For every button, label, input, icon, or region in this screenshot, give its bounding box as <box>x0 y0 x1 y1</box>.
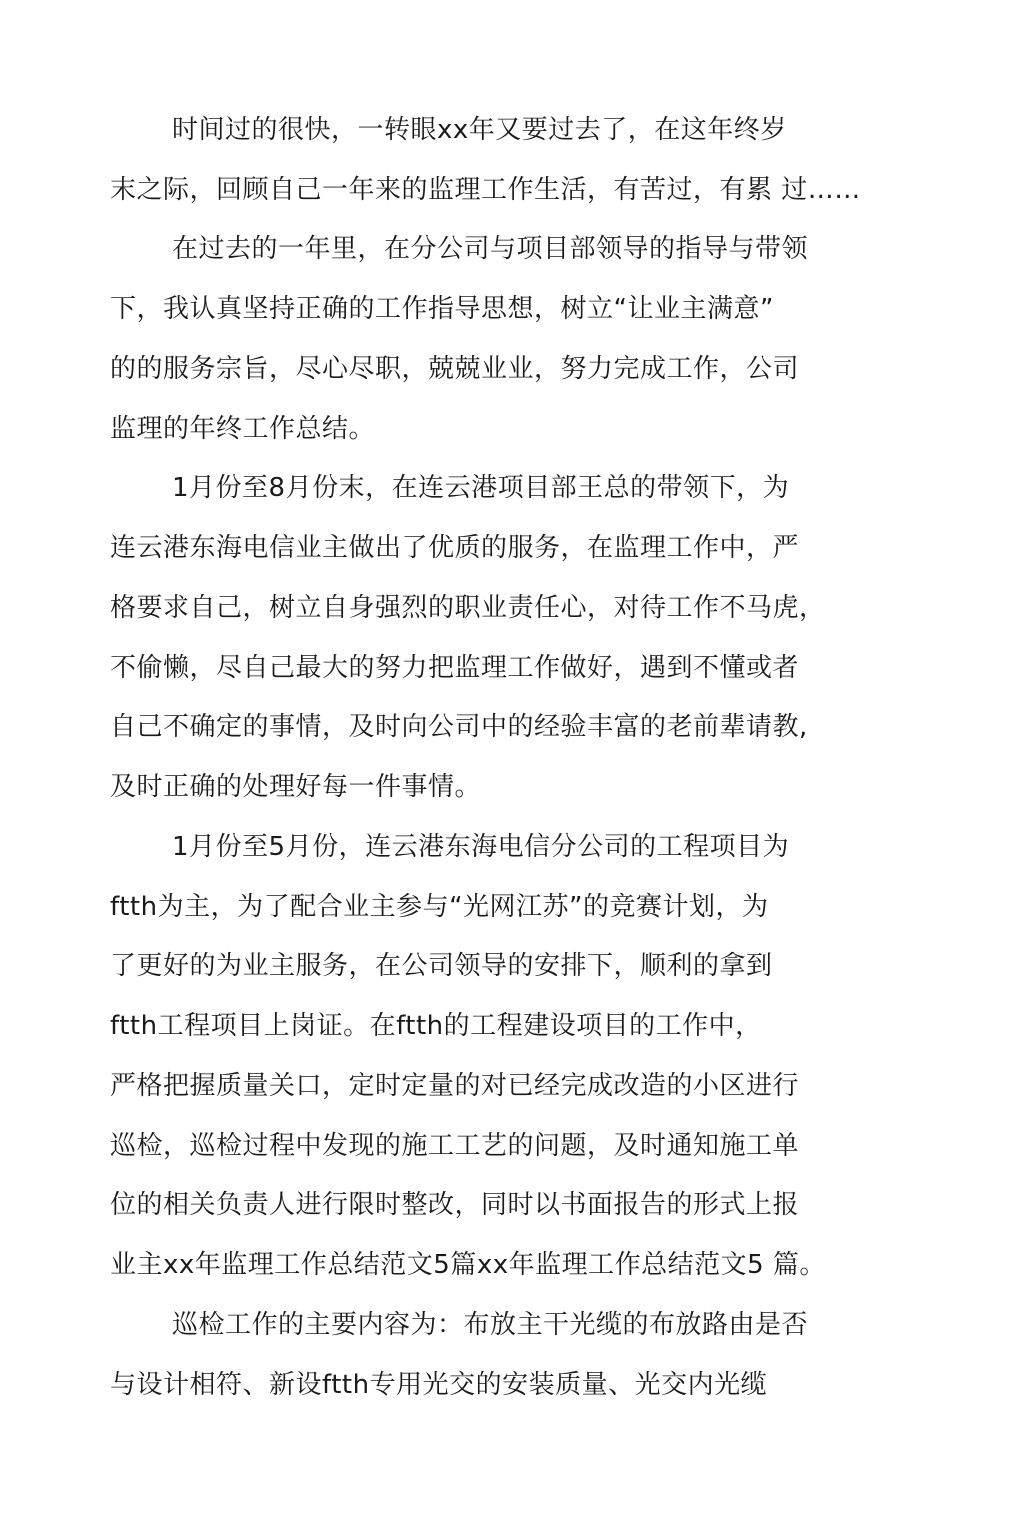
text-line-1: 时间过的很快，一转眼xx年又要过去了，在这年终岁 <box>172 115 787 145</box>
text-line-14: ftth为主，为了配合业主参与“光网江苏”的竞赛计划，为 <box>110 892 769 922</box>
text-line-10: 不偷懒，尽自己最大的努力把监理工作做好，遇到不懂或者 <box>110 653 800 683</box>
text-line-5: 的的服务宗旨，尽心尽职，兢兢业业，努力完成工作，公司 <box>110 354 800 384</box>
text-line-12: 及时正确的处理好每一件事情。 <box>110 772 482 802</box>
text-line-9: 格要求自己，树立自身强烈的职业责任心，对待工作不马虎， <box>110 593 826 623</box>
text-line-2: 末之际，回顾自己一年来的监理工作生活，有苦过，有累 过…… <box>110 175 861 205</box>
text-line-7: 1月份至8月份末，在连云港项目部王总的带领下，为 <box>172 473 790 503</box>
text-line-16: ftth工程项目上岗证。在ftth的工程建设项目的工作中， <box>110 1011 762 1041</box>
text-line-4: 下，我认真坚持正确的工作指导思想，树立“让业主满意” <box>110 294 774 324</box>
text-line-19: 位的相关负责人进行限时整改，同时以书面报告的形式上报 <box>110 1190 800 1220</box>
text-line-3: 在过去的一年里，在分公司与项目部领导的指导与带领 <box>172 234 809 264</box>
text-line-22: 与设计相符、新设ftth专用光交的安装质量、光交内光缆 <box>110 1370 768 1400</box>
text-line-21: 巡检工作的主要内容为：布放主干光缆的布放路由是否 <box>172 1310 809 1340</box>
text-line-15: 了更好的为业主服务，在公司领导的安排下，顺利的拿到 <box>110 951 773 981</box>
text-line-13: 1月份至5月份，连云港东海电信分公司的工程项目为 <box>172 832 790 862</box>
text-line-6: 监理的年终工作总结。 <box>110 414 376 444</box>
text-line-17: 严格把握质量关口，定时定量的对已经完成改造的小区进行 <box>110 1071 800 1101</box>
text-line-20: 业主xx年监理工作总结范文5篇xx年监理工作总结范文5 篇。 <box>110 1250 826 1280</box>
text-line-18: 巡检，巡检过程中发现的施工工艺的问题，及时通知施工单 <box>110 1131 800 1161</box>
text-line-8: 连云港东海电信业主做出了优质的服务，在监理工作中，严 <box>110 533 800 563</box>
text-line-11: 自己不确定的事情，及时向公司中的经验丰富的老前辈请教, <box>110 712 808 742</box>
